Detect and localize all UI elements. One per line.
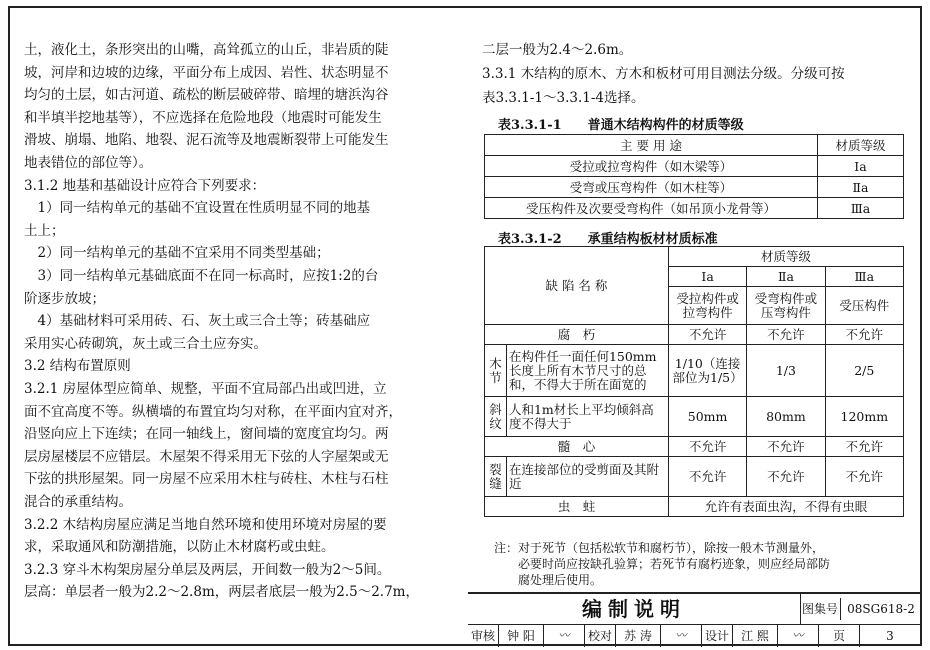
body-text-line: 阶逐步放坡；	[24, 290, 105, 307]
table1-caption: 表3.3.1-1 普通木结构构件的材质等级	[498, 118, 744, 133]
table2-use: 受拉构件或拉弯构件	[668, 287, 746, 325]
checker-signature: 〰	[661, 625, 702, 647]
table2-knot-desc: 在构件任一面任何150mm长度上所有木节尺寸的总和，不得大于所在面宽的	[506, 345, 668, 397]
table2-cell: 不允许	[747, 325, 825, 345]
table2-cell: 不允许	[668, 457, 746, 497]
designer-signature: 〰	[778, 625, 819, 647]
table2-grade: Ⅰa	[668, 267, 746, 287]
table2-pith-label: 髓 心	[485, 437, 669, 457]
body-text-line: 4）基础材料可采用砖、石、灰土或三合土等；砖基础应	[24, 313, 371, 330]
body-text-line: 面不宜高度不等。纵横墙的布置宜均匀对称，在平面内宜对齐，	[24, 403, 402, 420]
table2-grade: Ⅲa	[825, 267, 903, 287]
table2-slope-desc: 人和1m材长上平均倾斜高度不得大于	[506, 397, 668, 437]
body-text-line: 二层一般为2.4～2.6m。	[482, 42, 633, 58]
note-line: 腐处理后使用。	[494, 573, 603, 587]
table2-use: 受弯构件或压弯构件	[747, 287, 825, 325]
body-text-line: 地表错位的部位等）。	[24, 155, 153, 171]
drawing-title: 编制说明	[468, 594, 801, 624]
table1-cell: 受弯或压弯构件（如木柱等）	[485, 177, 818, 198]
table2-crack-desc: 在连接部位的受剪面及其附近	[506, 457, 668, 497]
table2-defect-header: 缺 陷 名 称	[485, 247, 669, 325]
body-text-line: 滑坡、崩塌、地陷、地裂、泥石流等及地震断裂带上可能发生	[24, 132, 389, 149]
table2-cell: 50mm	[668, 397, 746, 437]
table2-cell: 1/3	[747, 345, 825, 397]
table2-cell: 80mm	[747, 397, 825, 437]
table1-header-use: 主 要 用 途	[485, 135, 818, 156]
body-text-line: 3.2.3 穿斗木构架房屋分单层及两层，开间数一般为2～5间。	[24, 561, 391, 578]
body-text-line: 下弦的拱形屋架。同一房屋不应采用木柱与砖柱、木柱与石柱	[24, 471, 389, 488]
table2-cell: 不允许	[747, 437, 825, 457]
table2-cell: 不允许	[668, 437, 746, 457]
body-text-line: 3）同一结构单元基础底面不在同一标高时，应按1:2的台	[24, 268, 379, 284]
check-label: 校对	[585, 625, 616, 647]
checker-name: 苏 涛	[616, 625, 661, 647]
table2-cell: 不允许	[747, 457, 825, 497]
board-standard-table	[484, 246, 904, 517]
atlas-label: 图集号	[800, 598, 841, 620]
body-text-line: 采用实心砖砌筑，灰土或三合土应夯实。	[24, 335, 267, 352]
reviewer-signature: 〰	[544, 625, 585, 647]
body-text-line: 3.1.2 地基和基础设计应符合下列要求：	[24, 177, 266, 194]
table1-header-grade: 材质等级	[818, 135, 904, 156]
body-text-line: 3.3.1 木结构的原木、方木和板材可用目测法分级。分级可按	[482, 66, 845, 82]
table1-cell: 受拉或拉弯构件（如木梁等）	[485, 156, 818, 177]
table1-cell: Ⅱa	[818, 177, 904, 198]
table2-cell: 不允许	[825, 457, 903, 497]
body-text-line: 1）同一结构单元的基础不宜设置在性质明显不同的地基	[24, 200, 371, 217]
body-text-line: 表3.3.1-1～3.3.1-4选择。	[482, 90, 645, 106]
table1-cell: Ⅰa	[818, 156, 904, 177]
table-note	[494, 540, 894, 588]
designer-name: 江 熙	[733, 625, 778, 647]
body-text-line: 层房屋楼层不应错层。木屋架不得采用无下弦的人字屋架或无	[24, 448, 389, 465]
body-text-line: 沿竖向应上下连续；在同一轴线上，窗间墙的宽度宜均匀。两	[24, 426, 389, 443]
body-text-line: 3.2 结构布置原则	[24, 358, 131, 375]
body-text-line: 土上；	[24, 222, 65, 239]
table1-cell: Ⅲa	[818, 198, 904, 219]
title-block	[468, 592, 922, 648]
body-text-line: 2）同一结构单元的基础不宜采用不同类型基础；	[24, 245, 330, 262]
atlas-number: 08SG618-2	[847, 602, 915, 616]
page-label: 页	[819, 625, 860, 647]
table2-cell: 120mm	[825, 397, 903, 437]
note-line: 注：对于死节（包括松软节和腐朽节），除按一般木节测量外，	[494, 541, 825, 555]
review-label: 审核	[468, 625, 499, 647]
table2-grade-header: 材质等级	[668, 247, 903, 267]
reviewer-name: 钟 阳	[499, 625, 544, 647]
design-label: 设计	[702, 625, 733, 647]
table2-rot-label: 腐 朽	[485, 325, 669, 345]
table2-knot-label: 木节	[485, 345, 507, 397]
table2-crack-label: 裂缝	[485, 457, 507, 497]
table2-cell: 1/10（连接部位为1/5）	[668, 345, 746, 397]
body-text-line: 土，液化土，条形突出的山嘴，高耸孤立的山丘，非岩质的陡	[24, 42, 389, 58]
page-number: 3	[886, 629, 894, 643]
body-text-line: 和半填半挖地基等），不应选择在危险地段（地震时可能发生	[24, 109, 382, 126]
body-text-line: 层高：单层者一般为2.2～2.8m，两层者底层一般为2.5～2.7m，	[24, 584, 419, 601]
table2-cell: 2/5	[825, 345, 903, 397]
body-text-line: 3.2.1 房屋体型应简单、规整，平面不宜局部凸出或凹进，立	[24, 381, 387, 397]
table2-grade: Ⅱa	[747, 267, 825, 287]
body-text-line: 3.2.2 木结构房屋应满足当地自然环境和使用环境对房屋的要	[24, 516, 387, 533]
table2-caption: 表3.3.1-2 承重结构板材材质标准	[498, 232, 718, 247]
table2-cell: 不允许	[825, 437, 903, 457]
table2-cell: 不允许	[825, 325, 903, 345]
body-text-line: 求，采取通风和防潮措施，以防止木材腐朽或虫蛀。	[24, 539, 335, 556]
table2-insect-label: 虫 蛀	[485, 497, 669, 517]
material-grade-table	[484, 134, 904, 219]
note-line: 必要时尚应按缺孔验算；若死节有腐朽迹象，则应经局部防	[494, 557, 831, 571]
body-text-line: 坡，河岸和边坡的边缘，平面分布上成因、岩性、状态明显不	[24, 64, 389, 81]
table2-insect-value: 允许有表面虫沟，不得有虫眼	[668, 497, 903, 517]
body-text-line: 均匀的土层，如古河道、疏松的断层破碎带、暗埋的塘浜沟谷	[24, 87, 389, 104]
table1-cell: 受压构件及次要受弯构件（如吊顶小龙骨等）	[485, 198, 818, 219]
body-text-line: 混合的承重结构。	[24, 494, 132, 510]
table2-use: 受压构件	[825, 287, 903, 325]
table2-cell: 不允许	[668, 325, 746, 345]
table2-slope-label: 斜纹	[485, 397, 507, 437]
